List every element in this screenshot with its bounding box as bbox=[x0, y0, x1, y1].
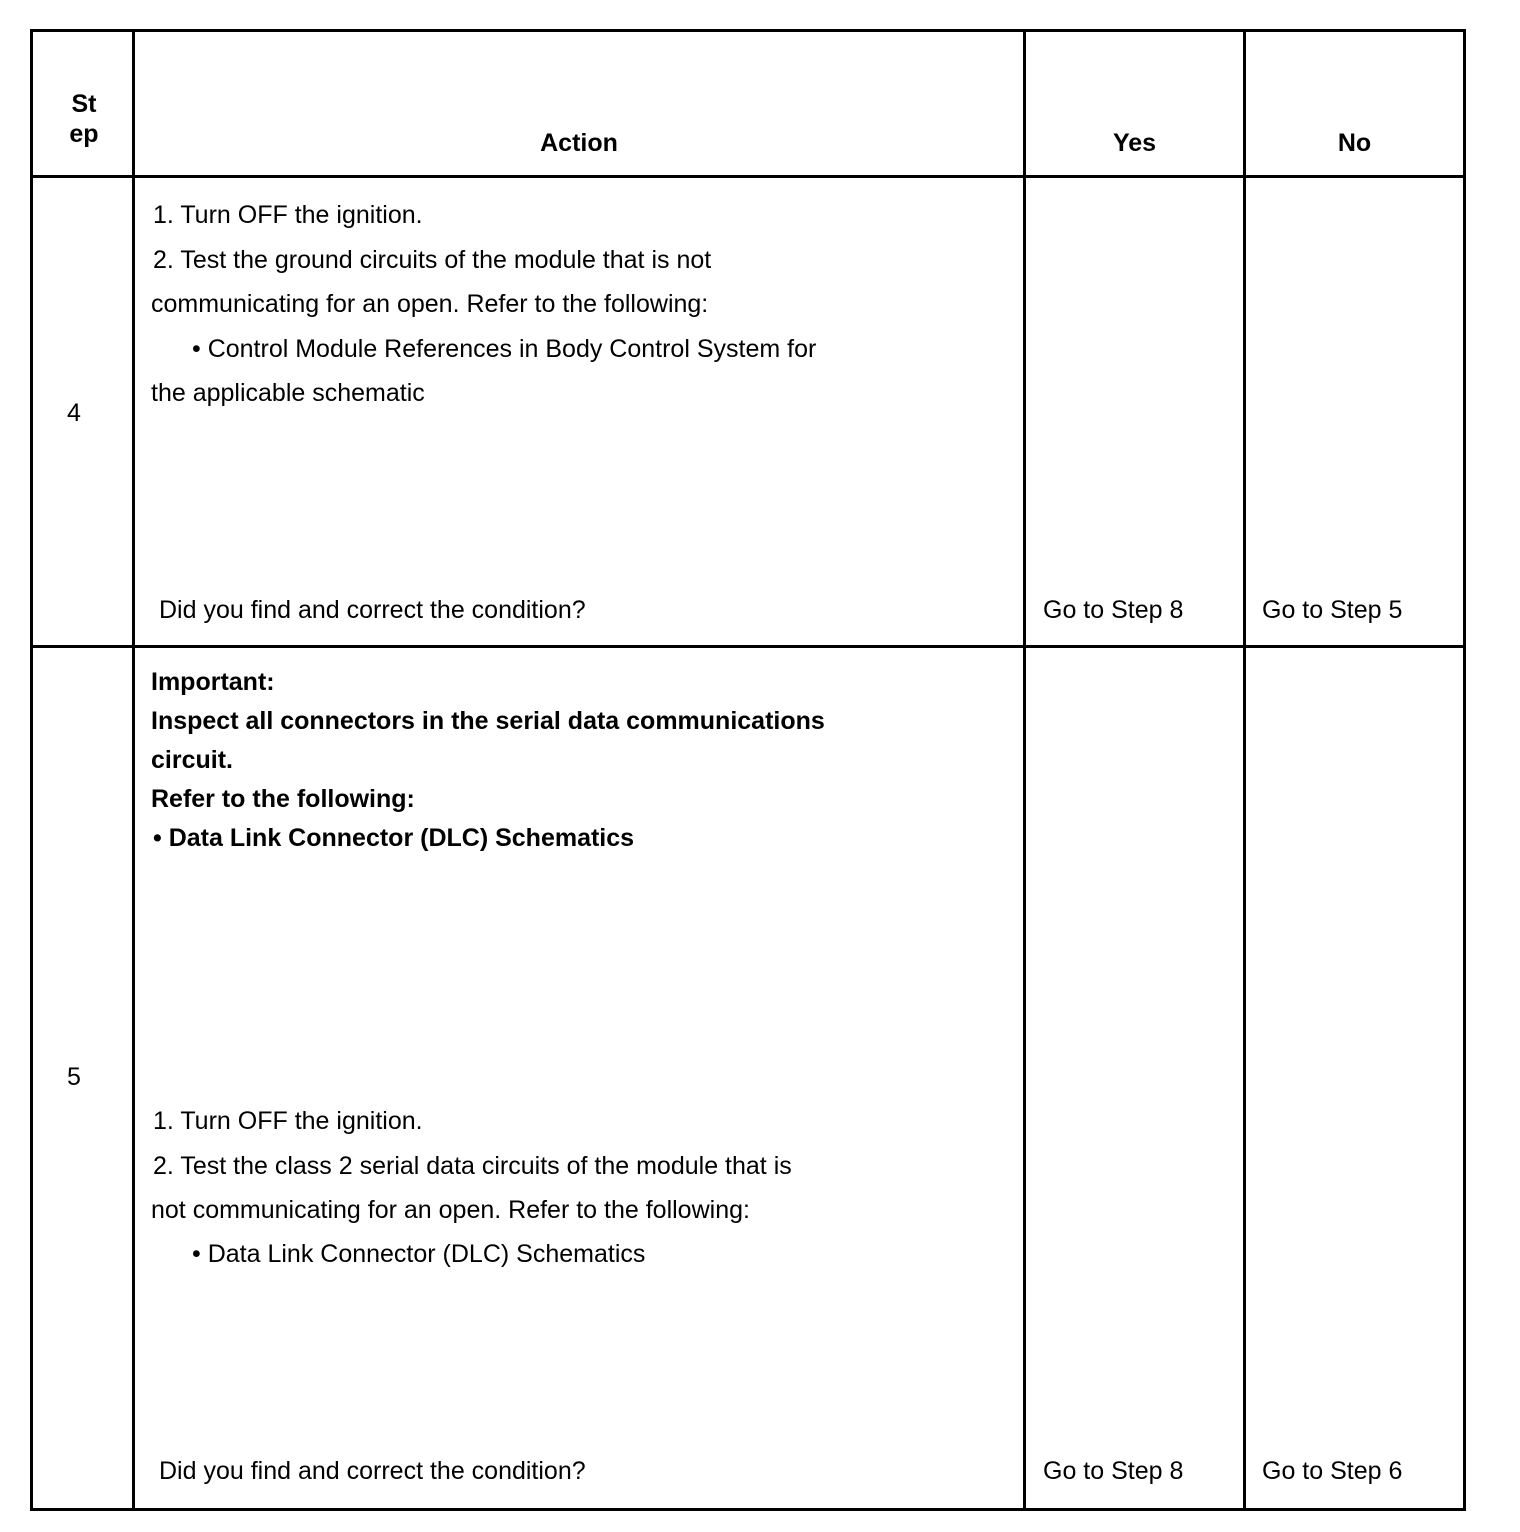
row-5-question: Did you find and correct the condition? bbox=[159, 1457, 586, 1485]
column-divider-yes bbox=[1243, 29, 1246, 1511]
row-divider bbox=[30, 645, 1466, 648]
row-4-action-line-1: 1. Turn OFF the ignition. bbox=[153, 201, 423, 229]
row-4-yes: Go to Step 8 bbox=[1043, 596, 1184, 624]
header-step-line1: St bbox=[71, 90, 97, 118]
row-4-question: Did you find and correct the condition? bbox=[159, 596, 586, 624]
row-5-step: 5 bbox=[67, 1063, 81, 1091]
header-divider bbox=[30, 175, 1466, 178]
header-no: No bbox=[1337, 129, 1372, 157]
table-border-bottom bbox=[30, 1508, 1466, 1511]
column-divider-step bbox=[132, 29, 135, 1511]
table-border-right bbox=[1463, 29, 1466, 1511]
table-border-left bbox=[30, 29, 33, 1511]
row-5-important-line-2: Inspect all connectors in the serial data communications bbox=[151, 707, 825, 735]
row-5-no: Go to Step 6 bbox=[1262, 1457, 1403, 1485]
header-step bbox=[33, 89, 135, 149]
row-4-action-line-4: • Control Module References in Body Control System for bbox=[192, 335, 817, 363]
row-5-action-line-1: 1. Turn OFF the ignition. bbox=[153, 1107, 423, 1135]
row-5-action-line-4: • Data Link Connector (DLC) Schematics bbox=[192, 1240, 646, 1268]
header-action: Action bbox=[540, 129, 618, 157]
row-4-action-line-2: 2. Test the ground circuits of the module that is not bbox=[153, 246, 712, 274]
row-5-yes: Go to Step 8 bbox=[1043, 1457, 1184, 1485]
header-yes: Yes bbox=[1112, 129, 1157, 157]
row-5-important-line-5: • Data Link Connector (DLC) Schematics bbox=[153, 824, 635, 852]
row-5-action-line-2: 2. Test the class 2 serial data circuits of the module that is bbox=[153, 1152, 792, 1180]
row-5-important-label: Important: bbox=[151, 668, 275, 696]
row-4-action-line-3: communicating for an open. Refer to the following: bbox=[151, 290, 709, 318]
row-4-action-line-5: the applicable schematic bbox=[151, 379, 425, 407]
table-border-top bbox=[30, 29, 1466, 32]
row-4-step: 4 bbox=[67, 399, 81, 427]
row-5-action-line-3: not communicating for an open. Refer to the following: bbox=[151, 1196, 750, 1224]
row-5-important-line-3: circuit. bbox=[151, 746, 233, 774]
row-5-important-line-4: Refer to the following: bbox=[151, 785, 415, 813]
row-4-no: Go to Step 5 bbox=[1262, 596, 1403, 624]
column-divider-action bbox=[1023, 29, 1026, 1511]
header-step-line2: ep bbox=[69, 120, 99, 148]
